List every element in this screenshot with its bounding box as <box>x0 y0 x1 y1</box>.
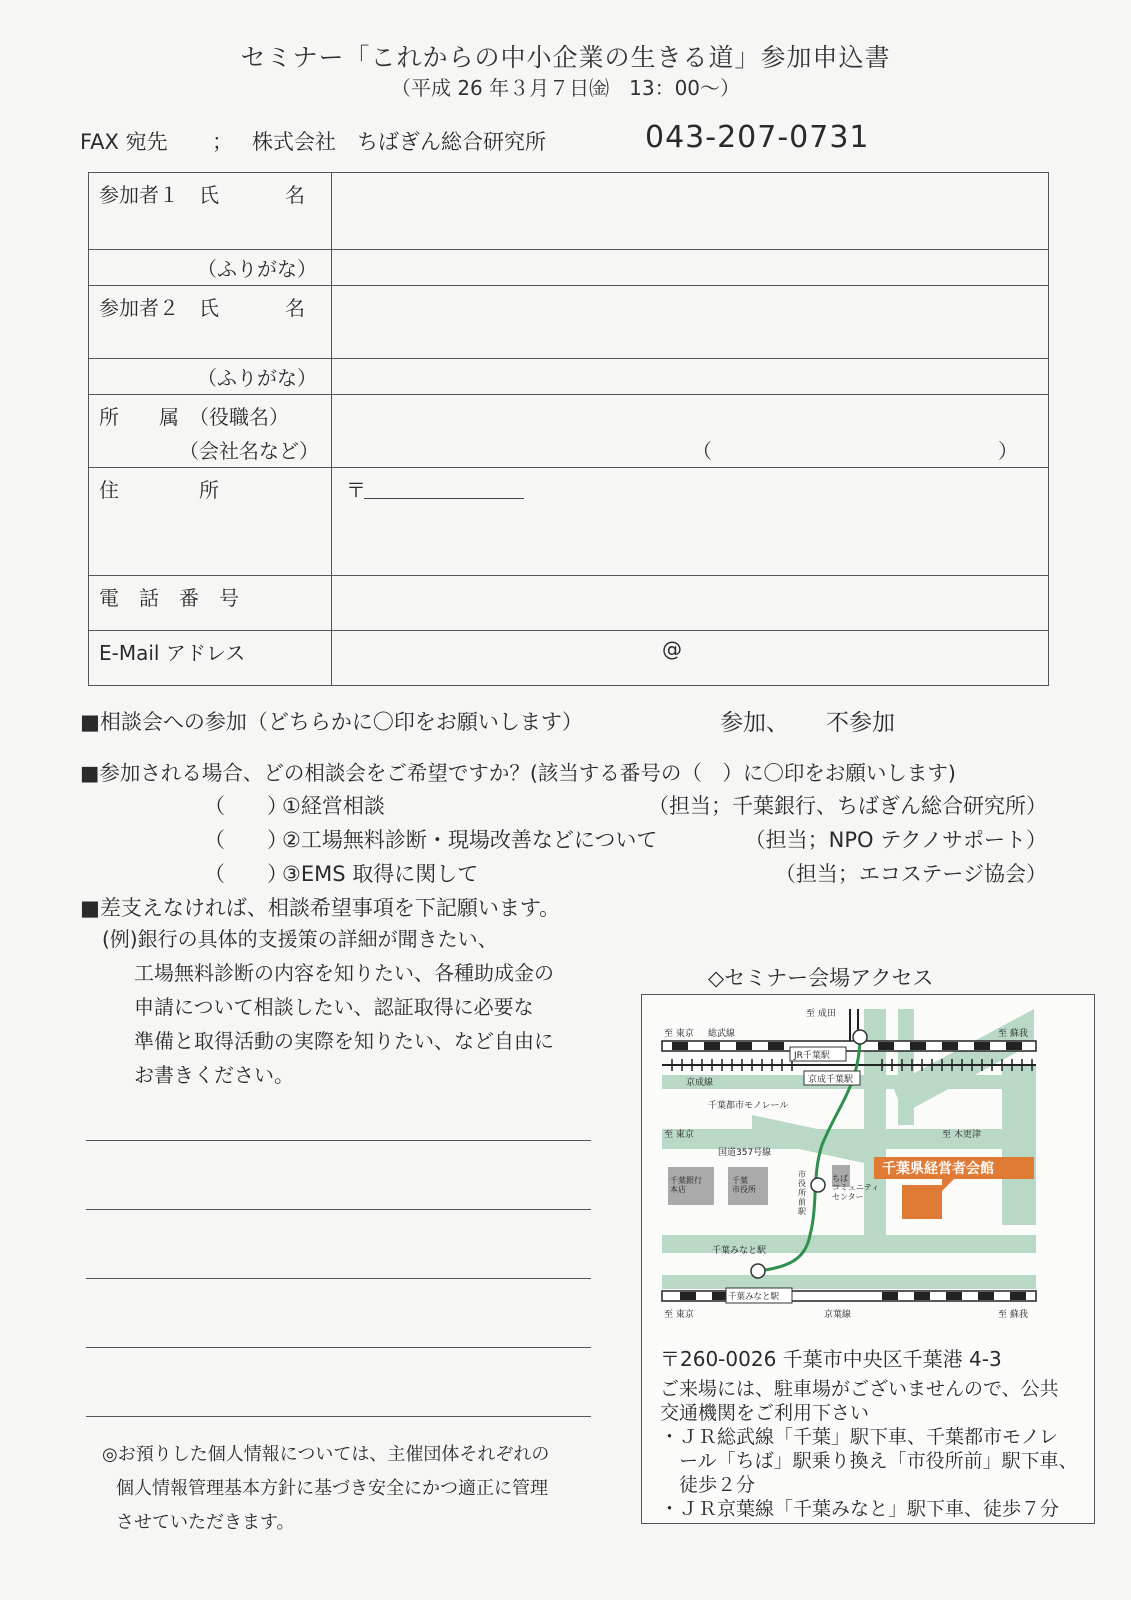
fax-number: 043-207-0731 <box>645 120 870 155</box>
chibaminato-station-marker <box>751 1264 765 1278</box>
participant1-name-label-suffix: 名 <box>285 183 305 207</box>
participant1-furigana-field[interactable] <box>332 250 1049 286</box>
map-label-chibaminato: 千葉みなと駅 <box>712 1246 767 1256</box>
writing-line[interactable] <box>86 1278 591 1279</box>
affiliation-paren-close: ） <box>998 439 1018 463</box>
map-label-shiyakushomae: 市役所前駅 <box>798 1170 806 1216</box>
map-label-venue: 千葉県経営者会館 <box>882 1161 994 1177</box>
participant1-name-field[interactable] <box>332 173 1049 250</box>
access-note-5: 徒歩２分 <box>660 1474 756 1496</box>
fax-label: FAX 宛先 <box>80 130 168 154</box>
access-map <box>642 995 1094 1325</box>
option-1-paren[interactable]: （ ） <box>204 794 288 818</box>
map-label-soga-2: 至 蘇我 <box>998 1310 1028 1320</box>
postal-mark: 〒 <box>346 478 366 502</box>
email-at-mark: @ <box>662 637 682 661</box>
participant2-name-label-suffix: 名 <box>285 296 305 320</box>
participant2-name-label: 参加者２ 氏 <box>99 296 219 320</box>
example-line-5: お書きください。 <box>134 1063 294 1087</box>
map-label-soga-1: 至 蘇我 <box>998 1029 1028 1039</box>
participant2-name-field[interactable] <box>332 286 1049 359</box>
question-attendance: ■相談会への参加（どちらかに〇印をお願いします） <box>80 710 583 734</box>
access-heading: ◇セミナー会場アクセス <box>708 966 934 990</box>
address-label: 住 所 <box>99 478 219 502</box>
participant1-name-label: 参加者１ 氏 <box>99 183 219 207</box>
attendance-option-yes[interactable]: 参加、 <box>720 710 789 736</box>
phone-label-cell <box>89 576 332 631</box>
participant1-furigana-label: （ふりがな） <box>197 257 317 281</box>
road-lower-2 <box>662 1275 1036 1289</box>
page-subtitle: （平成 26 年３月７日㈮ 13：00～） <box>390 76 741 100</box>
privacy-line-3: させていただきます。 <box>116 1512 295 1533</box>
map-label-keisei-chiba: 京成千葉駅 <box>808 1075 854 1085</box>
participant1-furigana-label-cell <box>89 250 332 286</box>
map-label-tokyo-2: 至 東京 <box>664 1130 694 1140</box>
option-3-label: ③EMS 取得に関して <box>282 862 479 886</box>
fax-separator: ； <box>212 130 233 154</box>
affiliation-label: 所 属 （役職名） <box>99 405 289 429</box>
option-2-label: ②工場無料診断・現場改善などについて <box>282 828 658 852</box>
access-note-2: 交通機関をご利用下さい <box>660 1402 870 1424</box>
page-title: セミナー「これからの中小企業の生きる道」参加申込書 <box>240 43 891 72</box>
map-label-community: ちばコミュニティセンター <box>832 1174 880 1202</box>
access-note-3: ・ＪＲ総武線「千葉」駅下車、千葉都市モノレ <box>660 1426 1059 1448</box>
participant2-furigana-label: （ふりがな） <box>197 366 317 390</box>
postal-code-line <box>364 498 524 499</box>
participant2-furigana-label-cell <box>89 359 332 395</box>
fax-organization: 株式会社 ちばぎん総合研究所 <box>252 130 546 154</box>
venue-label-pointer <box>942 1179 954 1191</box>
email-label-cell <box>89 631 332 686</box>
option-1-charge: （担当；千葉銀行、ちばぎん総合研究所） <box>648 794 1047 818</box>
map-label-cityhall: 千葉市役所 <box>732 1176 756 1195</box>
shiyakushomae-station-marker <box>811 1178 825 1192</box>
access-note-4: ール「ちば」駅乗り換え「市役所前」駅下車、 <box>660 1450 1078 1472</box>
participant2-name-label-cell <box>89 286 332 359</box>
privacy-line-2: 個人情報管理基本方針に基づき安全にかつ適正に管理 <box>116 1478 548 1499</box>
affiliation-field[interactable] <box>332 395 1049 468</box>
affiliation-sublabel: （会社名など） <box>179 439 319 463</box>
writing-line[interactable] <box>86 1209 591 1210</box>
map-label-chibaminato-box: 千葉みなと駅 <box>728 1292 780 1302</box>
access-note-1: ご来場には、駐車場がございませんので、公共 <box>660 1378 1059 1400</box>
option-1-label: ①経営相談 <box>282 794 385 818</box>
privacy-line-1: ◎お預りした個人情報については、主催団体それぞれの <box>102 1444 550 1465</box>
writing-line[interactable] <box>86 1140 591 1141</box>
application-form-table <box>88 172 1049 686</box>
jr-chiba-station-marker <box>853 1030 867 1044</box>
map-label-narita: 至 成田 <box>806 1009 836 1019</box>
writing-line[interactable] <box>86 1416 591 1417</box>
map-label-bank: 千葉銀行本店 <box>670 1176 702 1195</box>
map-label-sobu: 総武線 <box>708 1029 736 1039</box>
option-3-paren[interactable]: （ ） <box>204 862 288 886</box>
affiliation-paren-open: （ <box>692 439 712 463</box>
address-field[interactable] <box>332 468 1049 576</box>
option-2-paren[interactable]: （ ） <box>204 828 288 852</box>
email-field[interactable] <box>332 631 1049 686</box>
map-label-jr-chiba: JR千葉駅 <box>794 1051 830 1061</box>
participant2-furigana-field[interactable] <box>332 359 1049 395</box>
attendance-option-no[interactable]: 不参加 <box>826 710 895 736</box>
example-line-1: (例)銀行の具体的支援策の詳細が聞きたい、 <box>102 927 498 951</box>
access-note-6: ・ＪＲ京葉線「千葉みなと」駅下車、徒歩７分 <box>660 1498 1060 1520</box>
map-label-monorail: 千葉都市モノレール <box>708 1101 789 1111</box>
map-label-tokyo-3: 至 東京 <box>664 1310 694 1320</box>
option-3-charge: （担当；エコステージ協会） <box>774 862 1047 886</box>
address-label-cell <box>89 468 332 576</box>
map-label-keiyo: 京葉線 <box>824 1310 852 1320</box>
phone-field[interactable] <box>332 576 1049 631</box>
venue-building <box>902 1185 942 1219</box>
map-label-keisei: 京成線 <box>686 1078 714 1088</box>
question-consultation: ■参加される場合、どの相談会をご希望ですか？(該当する番号の（ ）に〇印をお願いします) <box>80 761 956 785</box>
example-line-2: 工場無料診断の内容を知りたい、各種助成金の <box>134 961 554 985</box>
phone-label: 電 話 番 号 <box>99 586 239 610</box>
question-topics: ■差支えなければ、相談希望事項を下記願います。 <box>80 896 561 920</box>
map-label-kisarazu: 至 木更津 <box>942 1130 981 1140</box>
option-2-charge: （担当；NPO テクノサポート） <box>744 828 1047 852</box>
participant1-name-label-cell <box>89 173 332 250</box>
example-line-3: 申請について相談したい、認証取得に必要な <box>134 995 534 1019</box>
map-label-route357: 国道357号線 <box>718 1148 772 1158</box>
affiliation-label-cell <box>89 395 332 468</box>
email-label: E-Mail アドレス <box>99 641 246 665</box>
writing-line[interactable] <box>86 1347 591 1348</box>
access-map-box <box>641 994 1095 1524</box>
map-label-tokyo-1: 至 東京 <box>664 1029 694 1039</box>
example-line-4: 準備と取得活動の実際を知りたい、など自由に <box>134 1029 554 1053</box>
venue-address: 〒260-0026 千葉市中央区千葉港 4-3 <box>660 1347 1002 1371</box>
